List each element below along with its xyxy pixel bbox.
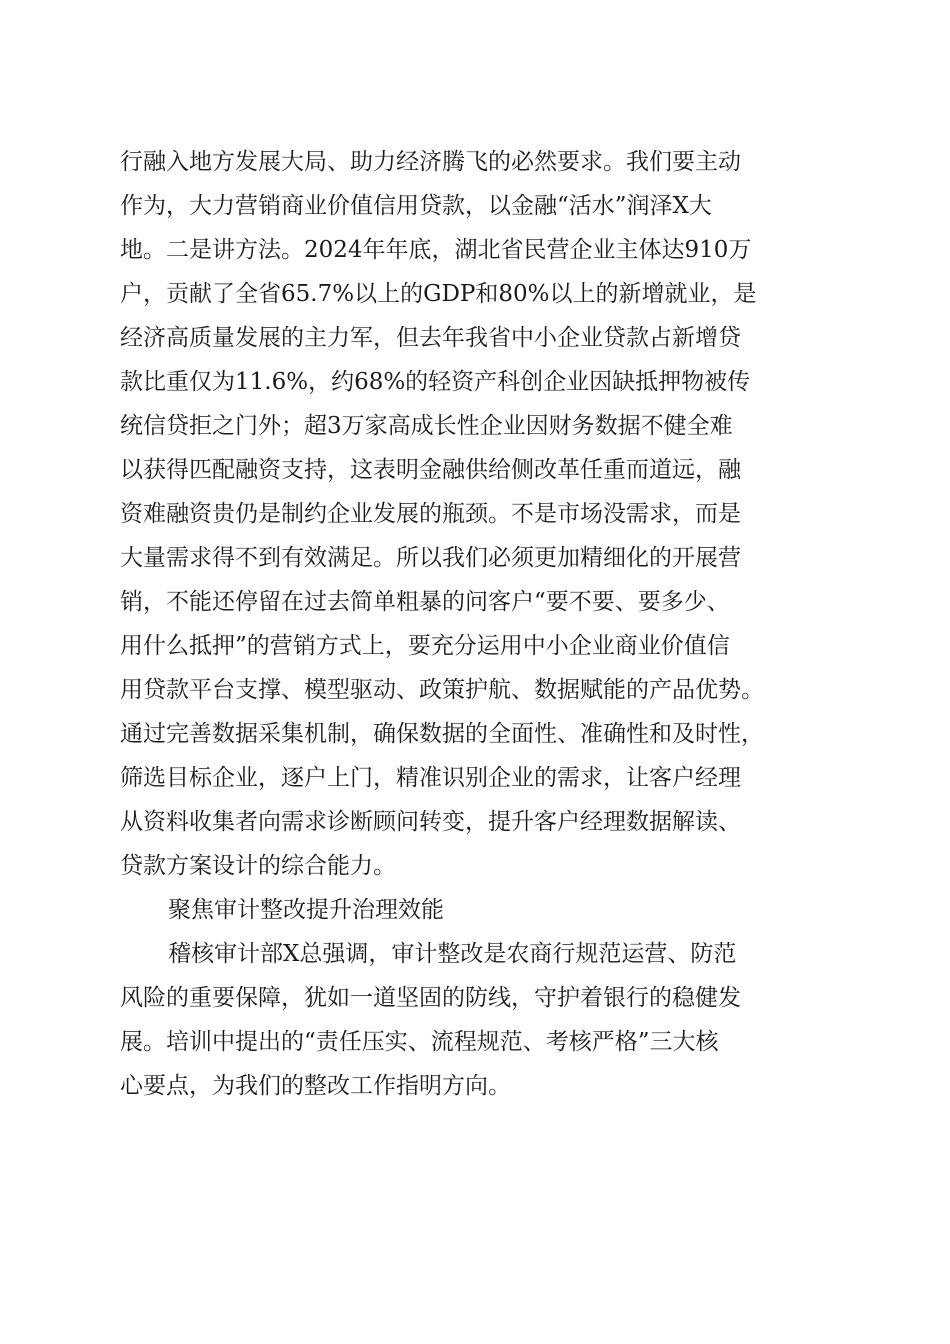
body-line: 贷款方案设计的综合能力。 — [120, 853, 396, 879]
body-line: 大量需求得不到有效满足。所以我们必须更加精细化的开展营 — [120, 545, 741, 571]
body-line: 稽核审计部X总强调，审计整改是农商行规范运营、防范 — [168, 941, 737, 967]
body-line: 通过完善数据采集机制，确保数据的全面性、准确性和及时性， — [120, 721, 764, 747]
body-line: 筛选目标企业，逐户上门，精准识别企业的需求，让客户经理 — [120, 765, 741, 791]
body-line: 地。二是讲方法。2024年年底，湖北省民营企业主体达910万 — [120, 237, 752, 263]
body-line: 风险的重要保障，犹如一道坚固的防线，守护着银行的稳健发 — [120, 985, 741, 1011]
body-line: 用贷款平台支撑、模型驱动、政策护航、数据赋能的产品优势。 — [120, 677, 764, 703]
body-line: 用什么抵押”的营销方式上，要充分运用中小企业商业价值信 — [120, 633, 730, 659]
body-line: 经济高质量发展的主力军，但去年我省中小企业贷款占新增贷 — [120, 325, 741, 351]
body-line: 以获得匹配融资支持，这表明金融供给侧改革任重而道远，融 — [120, 457, 741, 483]
body-line: 展。培训中提出的“责任压实、流程规范、考核严格”三大核 — [120, 1029, 719, 1055]
body-line: 从资料收集者向需求诊断顾问转变，提升客户经理数据解读、 — [120, 809, 741, 835]
section-heading: 聚焦审计整改提升治理效能 — [168, 897, 444, 923]
body-line: 行融入地方发展大局、助力经济腾飞的必然要求。我们要主动 — [120, 149, 741, 175]
body-line: 户，贡献了全省65.7%以上的GDP和80%以上的新增就业，是 — [120, 281, 757, 307]
body-line: 销，不能还停留在过去简单粗暴的问客户“要不要、要多少、 — [120, 589, 730, 615]
body-line: 统信贷拒之门外；超3万家高成长性企业因财务数据不健全难 — [120, 413, 733, 439]
body-line: 作为，大力营销商业价值信用贷款，以金融“活水”润泽X大 — [120, 193, 712, 219]
body-line: 资难融资贵仍是制约企业发展的瓶颈。不是市场没需求，而是 — [120, 501, 741, 527]
body-line: 心要点，为我们的整改工作指明方向。 — [120, 1073, 511, 1099]
body-line: 款比重仅为11.6%，约68%的轻资产科创企业因缺抵押物被传 — [120, 369, 751, 395]
